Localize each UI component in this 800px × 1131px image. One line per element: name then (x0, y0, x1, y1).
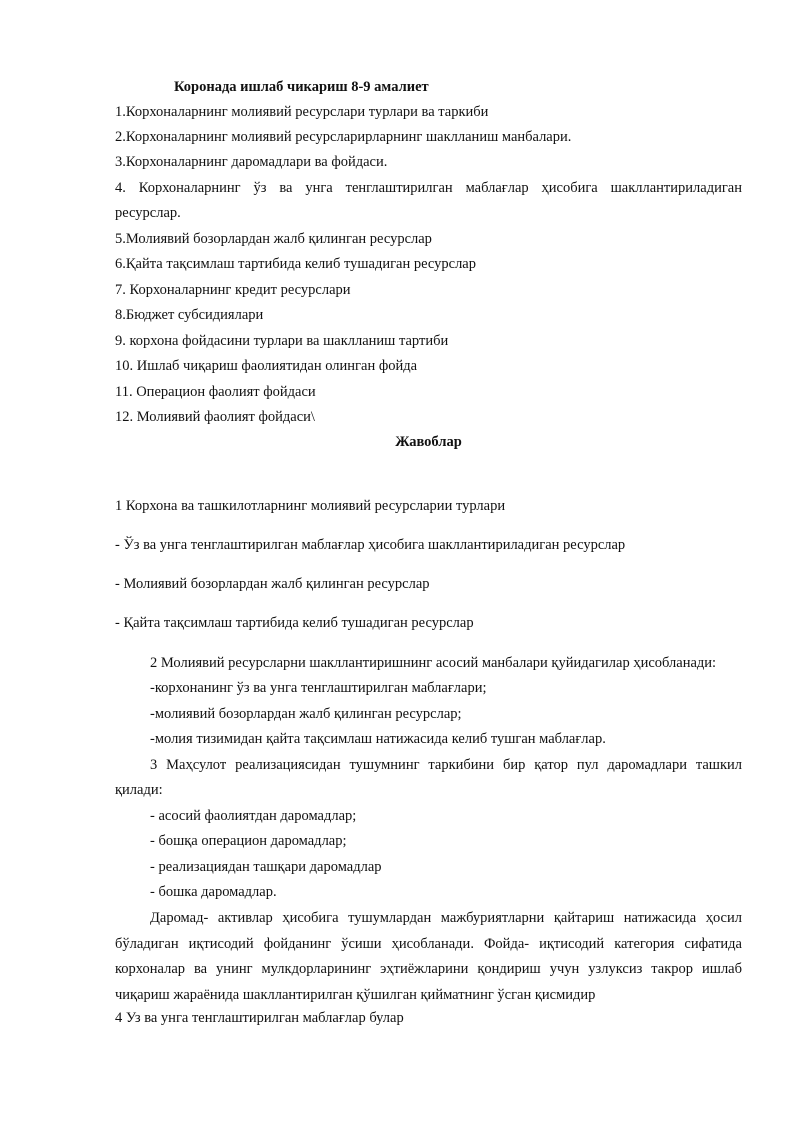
question-2: 2.Корхоналарнинг молиявий ресурсларирларнинг шаклланиш манбалари. (115, 129, 572, 145)
answer-3-item: - асосий фаолиятдан даромадлар; (150, 808, 357, 824)
question-10: 10. Ишлаб чиқариш фаолиятидан олинган фойда (115, 358, 418, 374)
answer-2-item: -молиявий бозорлардан жалб қилинган ресурслар; (150, 706, 462, 722)
question-7: 7. Корхоналарнинг кредит ресурслари (115, 282, 351, 298)
answer-4-title: 4 Уз ва унга тенглаштирилган маблағлар булар (115, 1010, 404, 1026)
question-5: 5.Молиявий бозорлардан жалб қилинган ресурслар (115, 231, 432, 247)
answer-1-title: 1 Корхона ва ташкилотларнинг молиявий ресурсларии турлари (115, 498, 506, 514)
answer-3-line-2: қилади: (115, 782, 163, 798)
paragraph-line: корхоналар ва унинг мулкдорларининг эҳтиёжларини қондириш учун узлуксиз такрор ишлаб (115, 961, 742, 977)
answer-3-item: - реализациядан ташқари даромадлар (150, 859, 382, 875)
answer-3-line-1: 3 Маҳсулот реализациясидан тушумнинг таркибини бир қатор пул даромадлари ташкил (150, 757, 742, 773)
question-1: 1.Корхоналарнинг молиявий ресурслари турлари ва таркиби (115, 104, 489, 120)
answer-1-item: - Ўз ва унга тенглаштирилган маблағлар ҳисобига шакллантириладиган ресурслар (115, 537, 626, 553)
paragraph-line: Даромад- активлар ҳисобига тушумлардан мажбуриятларни қайтариш натижасида ҳосил (150, 910, 742, 926)
question-9: 9. корхона фойдасини турлари ва шакллaниш тартиби (115, 333, 449, 349)
question-6: 6.Қайта тақсимлаш тартибида келиб тушадиган ресурслар (115, 256, 476, 272)
answer-2-item: -корхонанинг ўз ва унга тенглаштирилган маблағлари; (150, 680, 487, 696)
answers-heading: Жавоблар (395, 434, 462, 450)
question-11: 11. Операцион фаолият фойдаси (115, 384, 316, 400)
question-4: 4. Корхоналарнинг ўз ва унга тенглаштирилган маблағлар ҳисобига шакллантириладиган (115, 180, 742, 196)
answer-2-item: -молия тизимидан қайта тақсимлаш натижасида келиб тушган маблағлар. (150, 731, 606, 747)
answer-1-item: - Қайта тақсимлаш тартибида келиб тушадиган ресурслар (115, 615, 474, 631)
document-title: Коронада ишлаб чикариш 8-9 амалиет (174, 79, 429, 95)
question-3: 3.Корхоналарнинг даромадлари ва фойдаси. (115, 154, 388, 170)
answer-1-item: - Молиявий бозорлардан жалб қилинган ресурслар (115, 576, 430, 592)
question-12: 12. Молиявий фаолият фойдаси\ (115, 409, 315, 425)
paragraph-line: чиқариш жараёнида шакллантирилган қўшилган қийматнинг ўсган қисмидир (115, 987, 596, 1003)
answer-3-item: - бошка даромадлар. (150, 884, 277, 900)
answer-3-item: - бошқа операцион даромадлар; (150, 833, 347, 849)
paragraph-line: бўладиган иқтисодий фойданинг ўсиши ҳисобланади. Фойда- иқтисодий категория сифатида (115, 936, 742, 952)
question-8: 8.Бюджет субсидиялари (115, 307, 264, 323)
answer-2-title: 2 Молиявий ресурсларни шакллантиришнинг асосий манбалари қуйидагилар ҳисобланади: (150, 655, 717, 671)
question-4-continued: ресурслар. (115, 205, 181, 221)
